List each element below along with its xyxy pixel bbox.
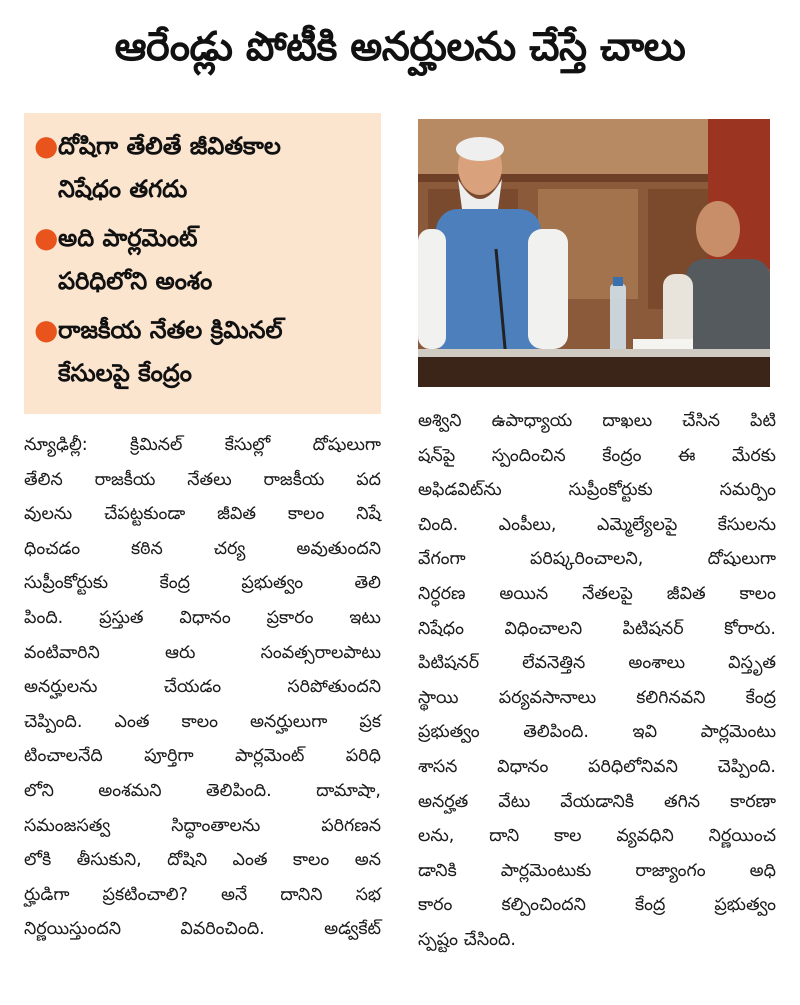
text-line: లను, దాని కాల వ్యవధిని నిర్ణయించ xyxy=(418,826,776,847)
bullet-icon: ● xyxy=(34,313,59,346)
text-line: చింది. ఎంపీలు, ఎమ్మెల్యేలపై కేసులను xyxy=(418,514,776,535)
highlight-item xyxy=(34,309,367,395)
article-column-left xyxy=(24,428,381,947)
text-line: డానికి పార్లమెంటుకు రాజ్యాంగం అధి xyxy=(418,860,776,881)
text-line: ర్హుడిగా ప్రకటించాలి? అనే దానిని సభ xyxy=(24,884,381,905)
text-line: అఫిడవిట్‌ను సుప్రీంకోర్టుకు సమర్పిం xyxy=(418,480,776,501)
text-line: అనర్హత వేటు వేయడానికి తగిన కారణా xyxy=(418,791,776,812)
text-line: తేలిన రాజకీయ నేతలు రాజకీయ పద xyxy=(24,469,381,490)
highlight-line: నిషేధం తగదు xyxy=(58,175,188,203)
text-line: షన్‌పై స్పందించిన కేంద్రం ఈ మేరకు xyxy=(418,445,776,466)
highlight-line: కేసులపై కేంద్రం xyxy=(58,359,192,387)
text-line: వులను చేపట్టకుండా జీవిత కాలం నిషే xyxy=(24,504,381,525)
headline: ఆరేండ్లు పోటీకి అనర్హులను చేస్తే చాలు xyxy=(114,24,686,70)
highlight-item xyxy=(34,217,367,303)
text-line: లోని అంశమని తెలిపింది. దామాషా, xyxy=(24,780,381,801)
text-line: కారం కల్పించిందని కేంద్ర ప్రభుత్వం xyxy=(418,895,776,916)
highlight-line: రాజకీయ నేతల క్రిమినల్ xyxy=(58,316,283,344)
text-line: స్థాయి పర్యవసానాలు కలిగినవని కేంద్ర xyxy=(418,687,776,708)
text-line: టించాలనేది పూర్తిగా పార్లమెంట్ పరిధి xyxy=(24,746,381,767)
text-line: వంటివారిని ఆరు సంవత్సరాలపాటు xyxy=(24,642,381,663)
bullet-icon: ● xyxy=(34,221,59,254)
highlight-line: పరిధిలోని అంశం xyxy=(58,267,213,295)
text-line: పింది. ప్రస్తుత విధానం ప్రకారం ఇటు xyxy=(24,607,381,628)
text-line: శాసన విధానం పరిధిలోనివని చెప్పింది. xyxy=(418,756,776,777)
text-line: వేగంగా పరిష్కరించాలని, దోషులుగా xyxy=(418,549,776,570)
text-line: సుప్రీంకోర్టుకు కేంద్ర ప్రభుత్వం తెలి xyxy=(24,573,381,594)
text-line: చెప్పింది. ఎంత కాలం అనర్హులుగా ప్రక xyxy=(24,711,381,732)
highlight-item xyxy=(34,125,367,211)
text-line: న్యూఢిల్లీ: క్రిమినల్ కేసుల్లో దోషులుగా xyxy=(24,435,381,455)
text-line: స్పష్టం చేసింది. xyxy=(418,929,516,950)
text-line: నిర్ణయిస్తుందని వివరించింది. అడ్వకేట్ xyxy=(24,919,381,940)
highlight-line: అది పార్లమెంట్ xyxy=(58,224,198,252)
text-line: సమంజసత్వ సిద్ధాంతాలను పరిగణన xyxy=(24,815,381,836)
text-line: పిటిషనర్ లేవనెత్తిన అంశాలు విస్తృత xyxy=(418,653,776,674)
text-line: ప్రభుత్వం తెలిపింది. ఇవి పార్లమెంటు xyxy=(418,722,776,743)
text-line: నిర్ధరణ అయిన నేతలపై జీవిత కాలం xyxy=(418,583,776,604)
news-photo xyxy=(418,119,770,387)
text-line: నిషేధం విధించాలని పిటిషనర్ కోరారు. xyxy=(418,618,776,639)
text-line: ధించడం కఠిన చర్య అవుతుందని xyxy=(24,538,381,559)
text-line: అశ్విని ఉపాధ్యాయ దాఖలు చేసిన పిటి xyxy=(418,411,776,431)
text-line: లోకి తీసుకుని, దోషిని ఎంత కాలం అన xyxy=(24,850,381,871)
bullet-icon: ● xyxy=(34,129,59,162)
text-line: అనర్హులను చేయడం సరిపోతుందని xyxy=(24,677,381,698)
highlights-box xyxy=(24,113,381,414)
highlight-line: దోషిగా తేలితే జీవితకాల xyxy=(58,132,281,160)
article-column-right xyxy=(418,404,776,958)
